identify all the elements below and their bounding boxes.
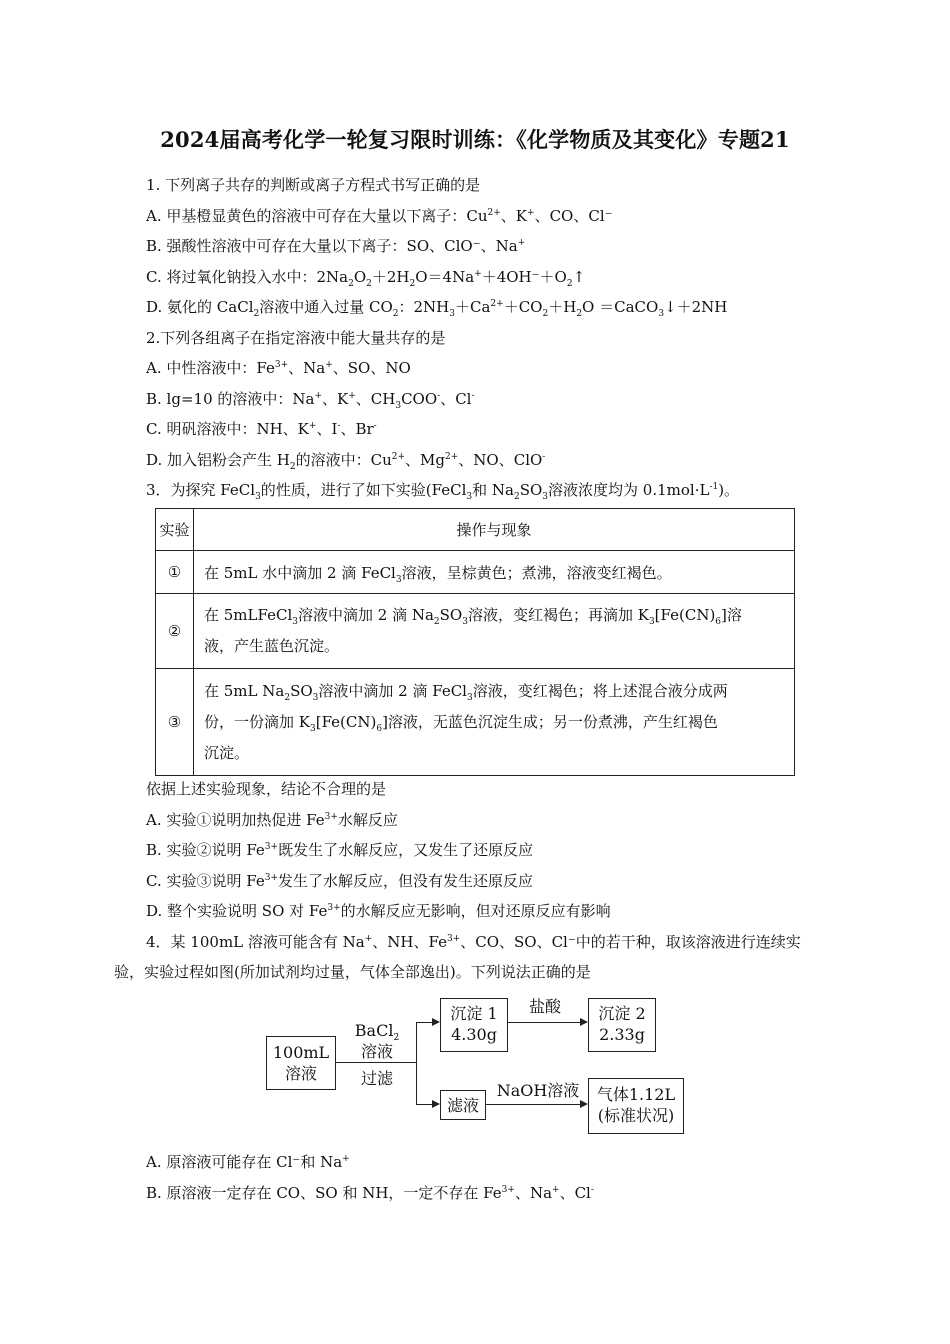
- page-title: 2024届高考化学一轮复习限时训练：《化学物质及其变化》专题21: [160, 127, 790, 152]
- experiment-table: [155, 508, 795, 776]
- flow-acid-label: 盐酸: [528, 997, 561, 1016]
- q3-stem: 3．为探究 FeCl$_3$的性质，进行了如下实验(FeCl$_3$和 $Na_2SO_3$溶液浓度均为 $0.1mol\cdot L^{-1}$)。: [146, 481, 740, 502]
- flow-reagent-label: BaCl$_2$: [354, 1021, 400, 1044]
- q3-option-b: B. 实验②说明 $Fe^{3+}$既发生了水解反应，又发生了还原反应: [146, 841, 534, 859]
- arrow-right-icon: [580, 1018, 588, 1026]
- flow-precipitate2-label: 沉淀 2: [598, 1004, 646, 1023]
- flow-naoh-label: NaOH溶液: [496, 1081, 580, 1100]
- q2-option-c: C. 明矾溶液中：NH、K+、I-、Br-: [146, 420, 377, 438]
- table-row: [156, 594, 795, 669]
- q1-stem: 1. 下列离子共存的判断或离子方程式书写正确的是: [146, 176, 481, 194]
- flow-connector: [336, 1062, 416, 1063]
- row-content: 在 5mLFeCl$_3$溶液中滴加 2 滴 $Na_2SO_3$溶液，变红褐色；再滴加 $K_3[Fe(CN)_6]$溶 液，产生蓝色沉淀。: [194, 594, 795, 669]
- flow-filter-label: 过滤: [360, 1069, 393, 1088]
- q4-stem-line2: 验，实验过程如图(所加试剂均过量，气体全部逸出)。下列说法正确的是: [114, 963, 591, 981]
- q2-option-d: D. 加入铝粉会产生 $H_2$的溶液中：$Cu^{2+}$、$Mg^{2+}$、NO、ClO-: [146, 451, 546, 472]
- arrow-right-icon: [580, 1100, 588, 1108]
- q3-conclusion: 依据上述实验现象，结论不合理的是: [146, 780, 387, 798]
- flow-precipitate2-mass: 2.33g: [599, 1025, 645, 1044]
- flow-precipitate1-box: [440, 998, 508, 1052]
- q3-option-d: D. 整个实验说明 SO 对 $Fe^{3+}$的水解反应无影响，但对还原反应有影响: [146, 902, 611, 920]
- table-header-procedure: 操作与现象: [194, 509, 795, 551]
- row-content: 在 5mL 水中滴加 2 滴 FeCl$_3$溶液，呈棕黄色；煮沸，溶液变红褐色。: [194, 551, 795, 594]
- q2-option-a: A. 中性溶液中：$Fe^{3+}$、Na+、SO、NO: [146, 359, 411, 377]
- q2-option-b: B. lg=10 的溶液中：Na+、K+、$CH_3COO^-$、Cl-: [146, 390, 475, 411]
- q1-option-a: A. 甲基橙显黄色的溶液中可存在大量以下离子：$Cu^{2+}$、K+、CO、Cl⁻: [146, 207, 613, 225]
- flow-branch-line: [416, 1022, 417, 1104]
- arrow-right-icon: [432, 1018, 440, 1026]
- flow-gas-box: [588, 1078, 684, 1134]
- q4-stem: 4．某 100mL 溶液可能含有 Na+、NH、$Fe^{3+}$、CO、SO、Cl⁻中的若干种，取该溶液进行连续实: [146, 933, 801, 951]
- flow-gas-label: 气体1.12L: [596, 1085, 676, 1104]
- table-row: [156, 551, 795, 594]
- flow-precipitate2-box: [588, 998, 656, 1052]
- flow-connector: [508, 1022, 580, 1023]
- row-content: 在 5mL $Na_2SO_3$溶液中滴加 2 滴 FeCl$_3$溶液，变红褐色；将上述混合液分成两 份，一份滴加 $K_3[Fe(CN)_6]$溶液，无蓝色沉淀生成；另一份煮沸，产生红褐色 沉淀。: [194, 669, 795, 776]
- q4-option-b: B. 原溶液一定存在 CO、SO 和 NH，一定不存在 $Fe^{3+}$、Na+、Cl-: [146, 1184, 594, 1202]
- table-row: [156, 509, 795, 551]
- flow-connector: [486, 1104, 580, 1105]
- q2-stem: 2.下列各组离子在指定溶液中能大量共存的是: [146, 329, 446, 347]
- q1-option-d: D. 氨化的 CaCl$_2$溶液中通入过量 $CO_2$：$2NH_3+Ca^{2+}+CO_2+H_2O$ ＝CaCO$_3$↓＋2NH: [146, 298, 728, 319]
- row-number: ③: [156, 669, 194, 776]
- flow-start-box: [266, 1036, 336, 1090]
- flow-reagent-label-2: 溶液: [360, 1042, 393, 1061]
- flow-start-label-2: 溶液: [284, 1064, 317, 1083]
- q1-option-b: B. 强酸性溶液中可存在大量以下离子：SO、ClO⁻、Na+: [146, 237, 526, 255]
- flow-precipitate1-label: 沉淀 1: [450, 1004, 498, 1023]
- q3-option-a: A. 实验①说明加热促进 $Fe^{3+}$水解反应: [146, 811, 398, 829]
- flow-gas-condition: (标准状况): [597, 1106, 675, 1125]
- q1-option-c: C. 将过氧化钠投入水中：$2Na_2O_2+2H_2O=4Na^++4OH^-+O_2↑$: [146, 268, 586, 289]
- q3-option-c: C. 实验③说明 $Fe^{3+}$发生了水解反应，但没有发生还原反应: [146, 872, 534, 890]
- flow-precipitate1-mass: 4.30g: [451, 1025, 497, 1044]
- table-header-experiment: 实验: [156, 509, 194, 551]
- flow-connector: [416, 1022, 432, 1023]
- table-row: [156, 669, 795, 776]
- arrow-right-icon: [432, 1100, 440, 1108]
- row-number: ②: [156, 594, 194, 669]
- q4-option-a: A. 原溶液可能存在 Cl⁻和 Na+: [146, 1153, 350, 1171]
- flow-connector: [416, 1104, 432, 1105]
- flow-filtrate-label: 滤液: [446, 1096, 479, 1115]
- flow-filtrate-box: [440, 1090, 486, 1120]
- row-number: ①: [156, 551, 194, 594]
- flow-start-label: 100mL: [272, 1043, 330, 1062]
